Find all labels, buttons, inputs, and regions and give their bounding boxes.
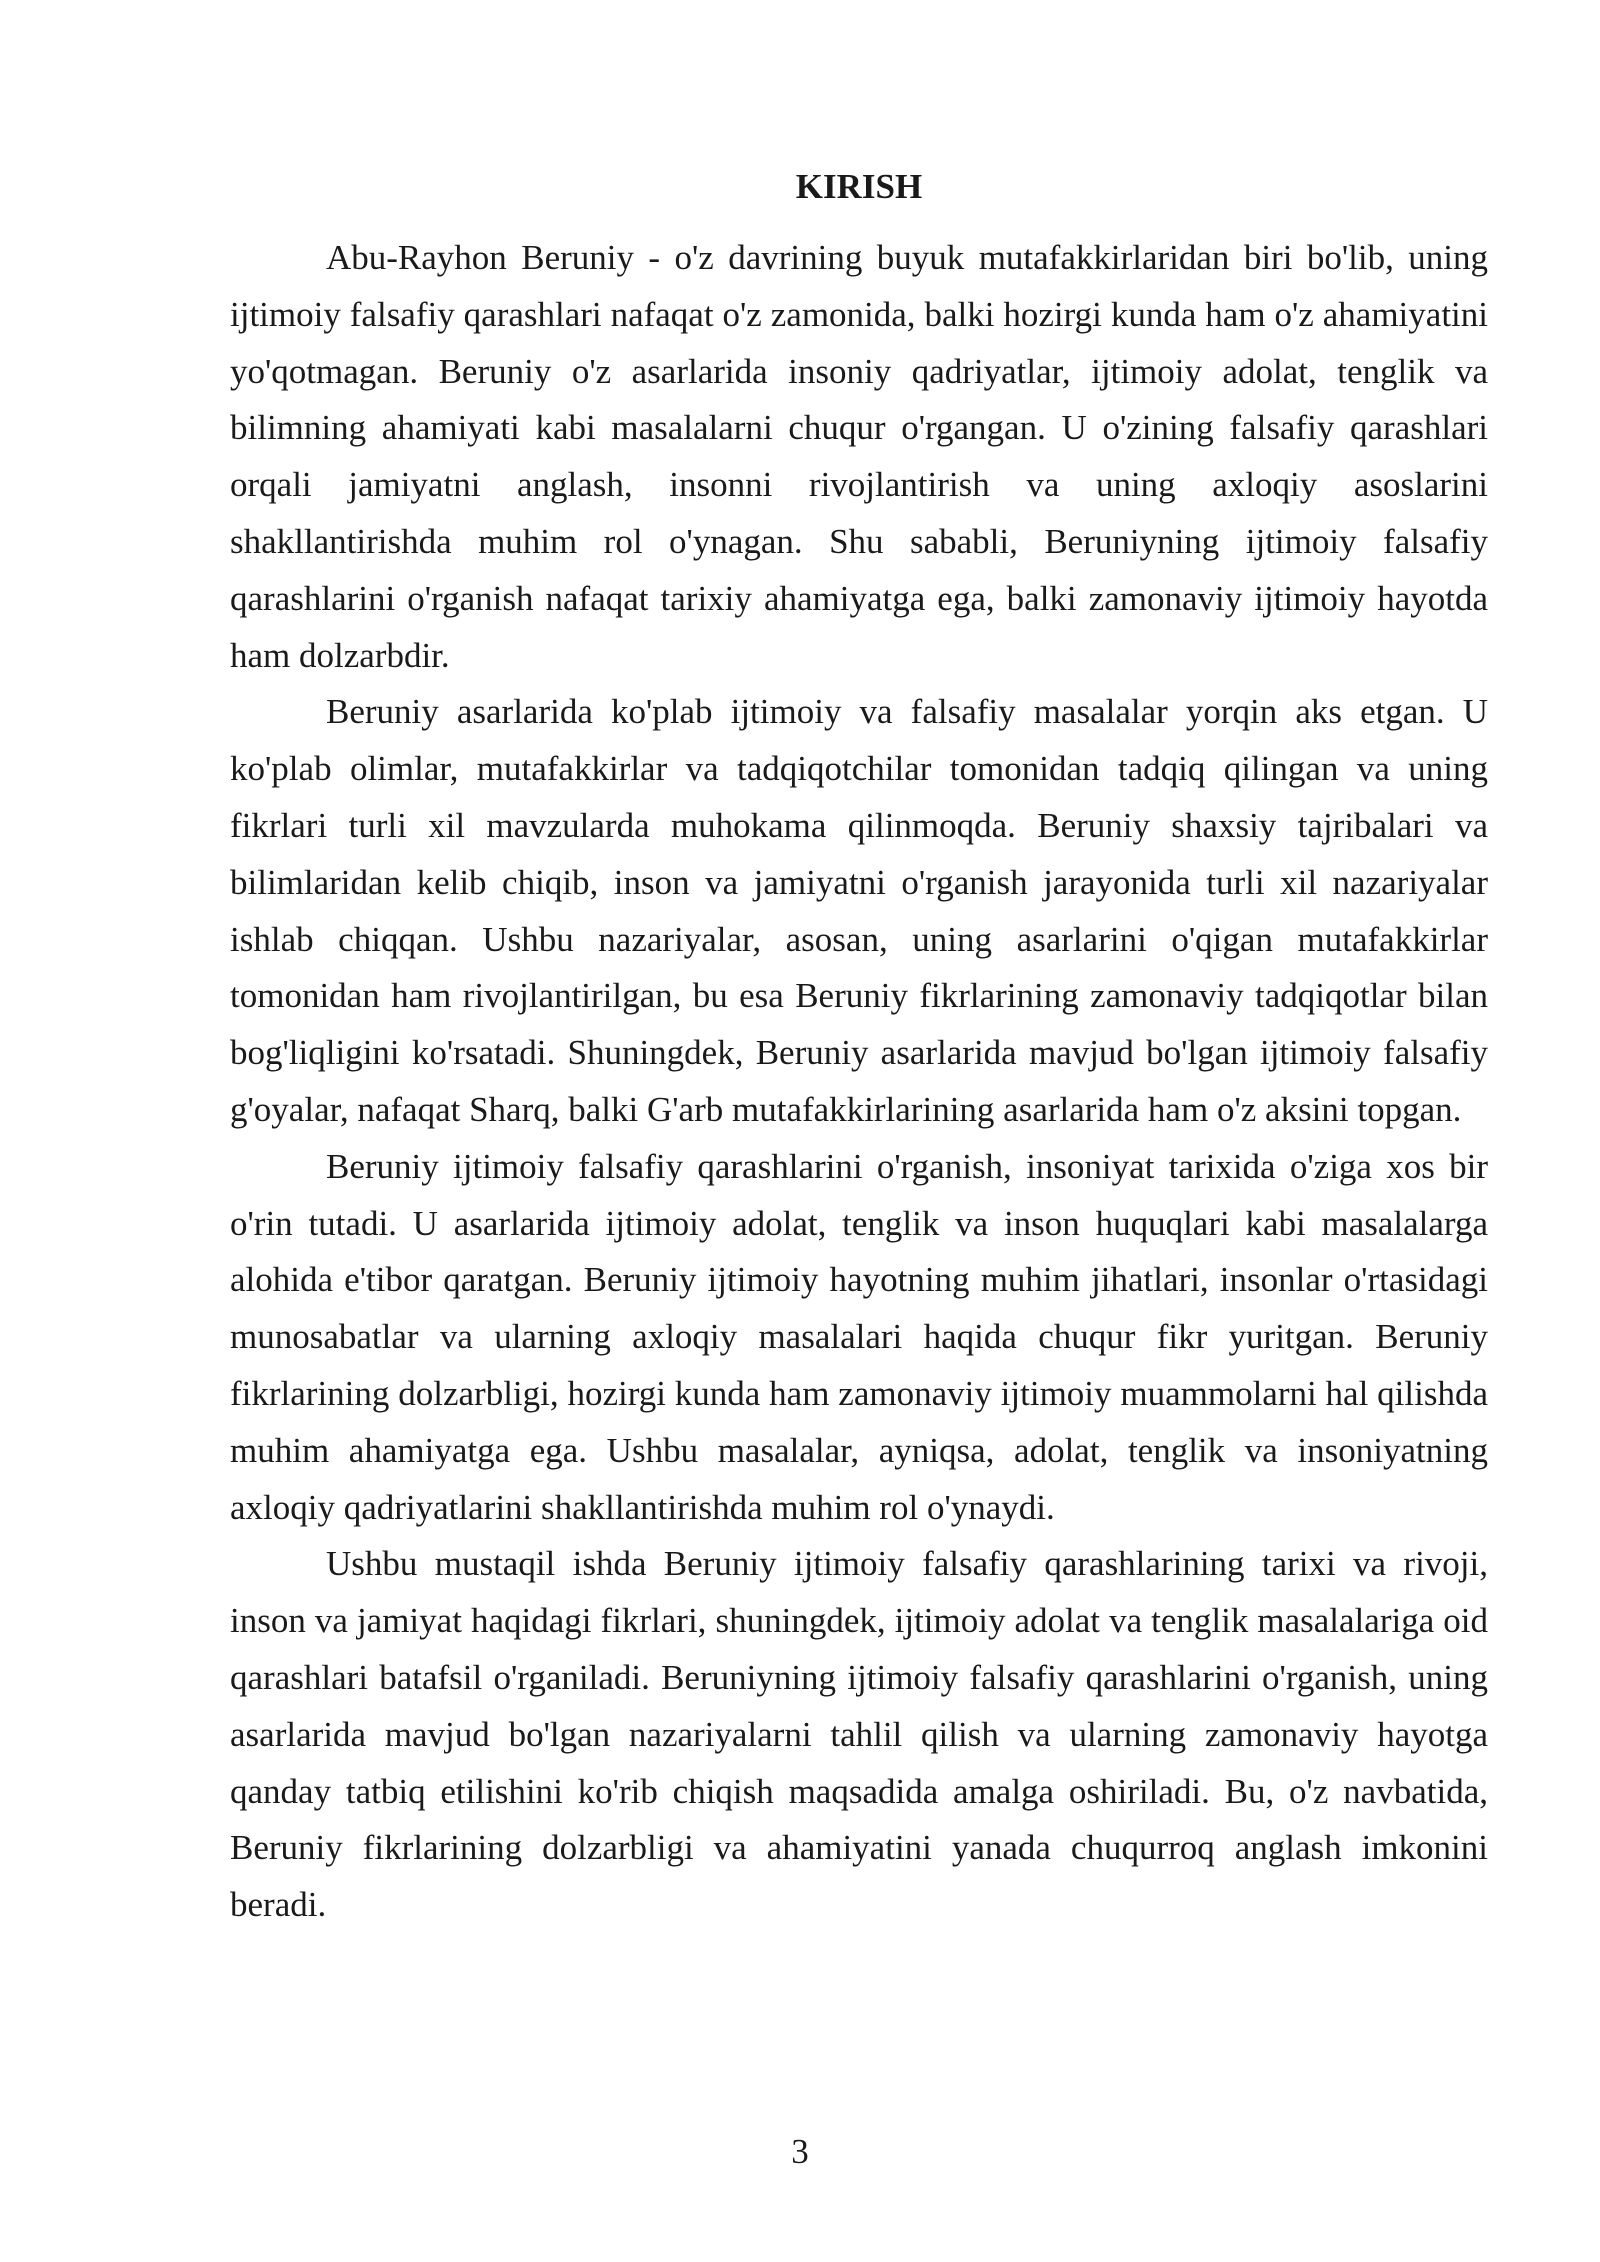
- page-number: 3: [791, 2132, 809, 2171]
- paragraph-1: Abu-Rayhon Beruniy - o'z davrining buyuk mutafakkirlaridan biri bo'lib, uning ijtimoiy falsafiy qarashlari nafaqat o'z zamonida, balki hozirgi kunda ham o'z ahamiyatini yo'qotmagan. Beruniy o'z asarlarida insoniy qadriyatlar, ijtimoiy adolat, tenglik va bilimning ahamiyati kabi masalalarni chuqur o'rgangan. U o'zining falsafiy qarashlari orqali jamiyatni anglash, insonni rivojlantirish va uning axloqiy asoslarini shakllantirishda muhim rol o'ynagan. Shu sababli, Beruniyning ijtimoiy falsafiy qarashlarini o'rganish nafaqat tarixiy ahamiyatga ega, balki zamonaviy ijtimoiy hayotda ham dolzarbdir.: [230, 238, 1488, 675]
- paragraph-2: Beruniy asarlarida ko'plab ijtimoiy va falsafiy masalalar yorqin aks etgan. U ko'plab olimlar, mutafakkirlar va tadqiqotchilar tomonidan tadqiq qilingan va uning fikrlari turli xil mavzularda muhokama qilinmoqda. Beruniy shaxsiy tajribalari va bilimlaridan kelib chiqib, inson va jamiyatni o'rganish jarayonida turli xil nazariyalar ishlab chiqqan. Ushbu nazariyalar, asosan, uning asarlarini o'qigan mutafakkirlar tomonidan ham rivojlantirilgan, bu esa Beruniy fikrlarining zamonaviy tadqiqotlar bilan bog'liqligini ko'rsatadi. Shuningdek, Beruniy asarlarida mavjud bo'lgan ijtimoiy falsafiy g'oyalar, nafaqat Sharq, balki G'arb mutafakkirlarining asarlarida ham o'z aksini topgan.: [230, 692, 1488, 1129]
- page-title: KIRISH: [795, 167, 923, 206]
- paragraph-3: Beruniy ijtimoiy falsafiy qarashlarini o'rganish, insoniyat tarixida o'ziga xos bir o'rin tutadi. U asarlarida ijtimoiy adolat, tenglik va inson huquqlari kabi masalalarga alohida e'tibor qaratgan. Beruniy ijtimoiy hayotning muhim jihatlari, insonlar o'rtasidagi munosabatlar va ularning axloqiy masalalari haqida chuqur fikr yuritgan. Beruniy fikrlarining dolzarbligi, hozirgi kunda ham zamonaviy ijtimoiy muammolarni hal qilishda muhim ahamiyatga ega. Ushbu masalalar, ayniqsa, adolat, tenglik va insoniyatning axloqiy qadriyatlarini shakllantirishda muhim rol o'ynaydi.: [230, 1146, 1488, 1527]
- paragraph-4: Ushbu mustaqil ishda Beruniy ijtimoiy falsafiy qarashlarining tarixi va rivoji, inson va jamiyat haqidagi fikrlari, shuningdek, ijtimoiy adolat va tenglik masalalariga oid qarashlari batafsil o'rganiladi. Beruniyning ijtimoiy falsafiy qarashlarini o'rganish, uning asarlarida mavjud bo'lgan nazariyalarni tahlil qilish va ularning zamonaviy hayotga qanday tatbiq etilishini ko'rib chiqish maqsadida amalga oshiriladi. Bu, o'z navbatida, Beruniy fikrlarining dolzarbligi va ahamiyatini yanada chuqurroq anglash imkonini beradi.: [230, 1544, 1488, 1925]
- page-content: [230, 162, 1488, 1934]
